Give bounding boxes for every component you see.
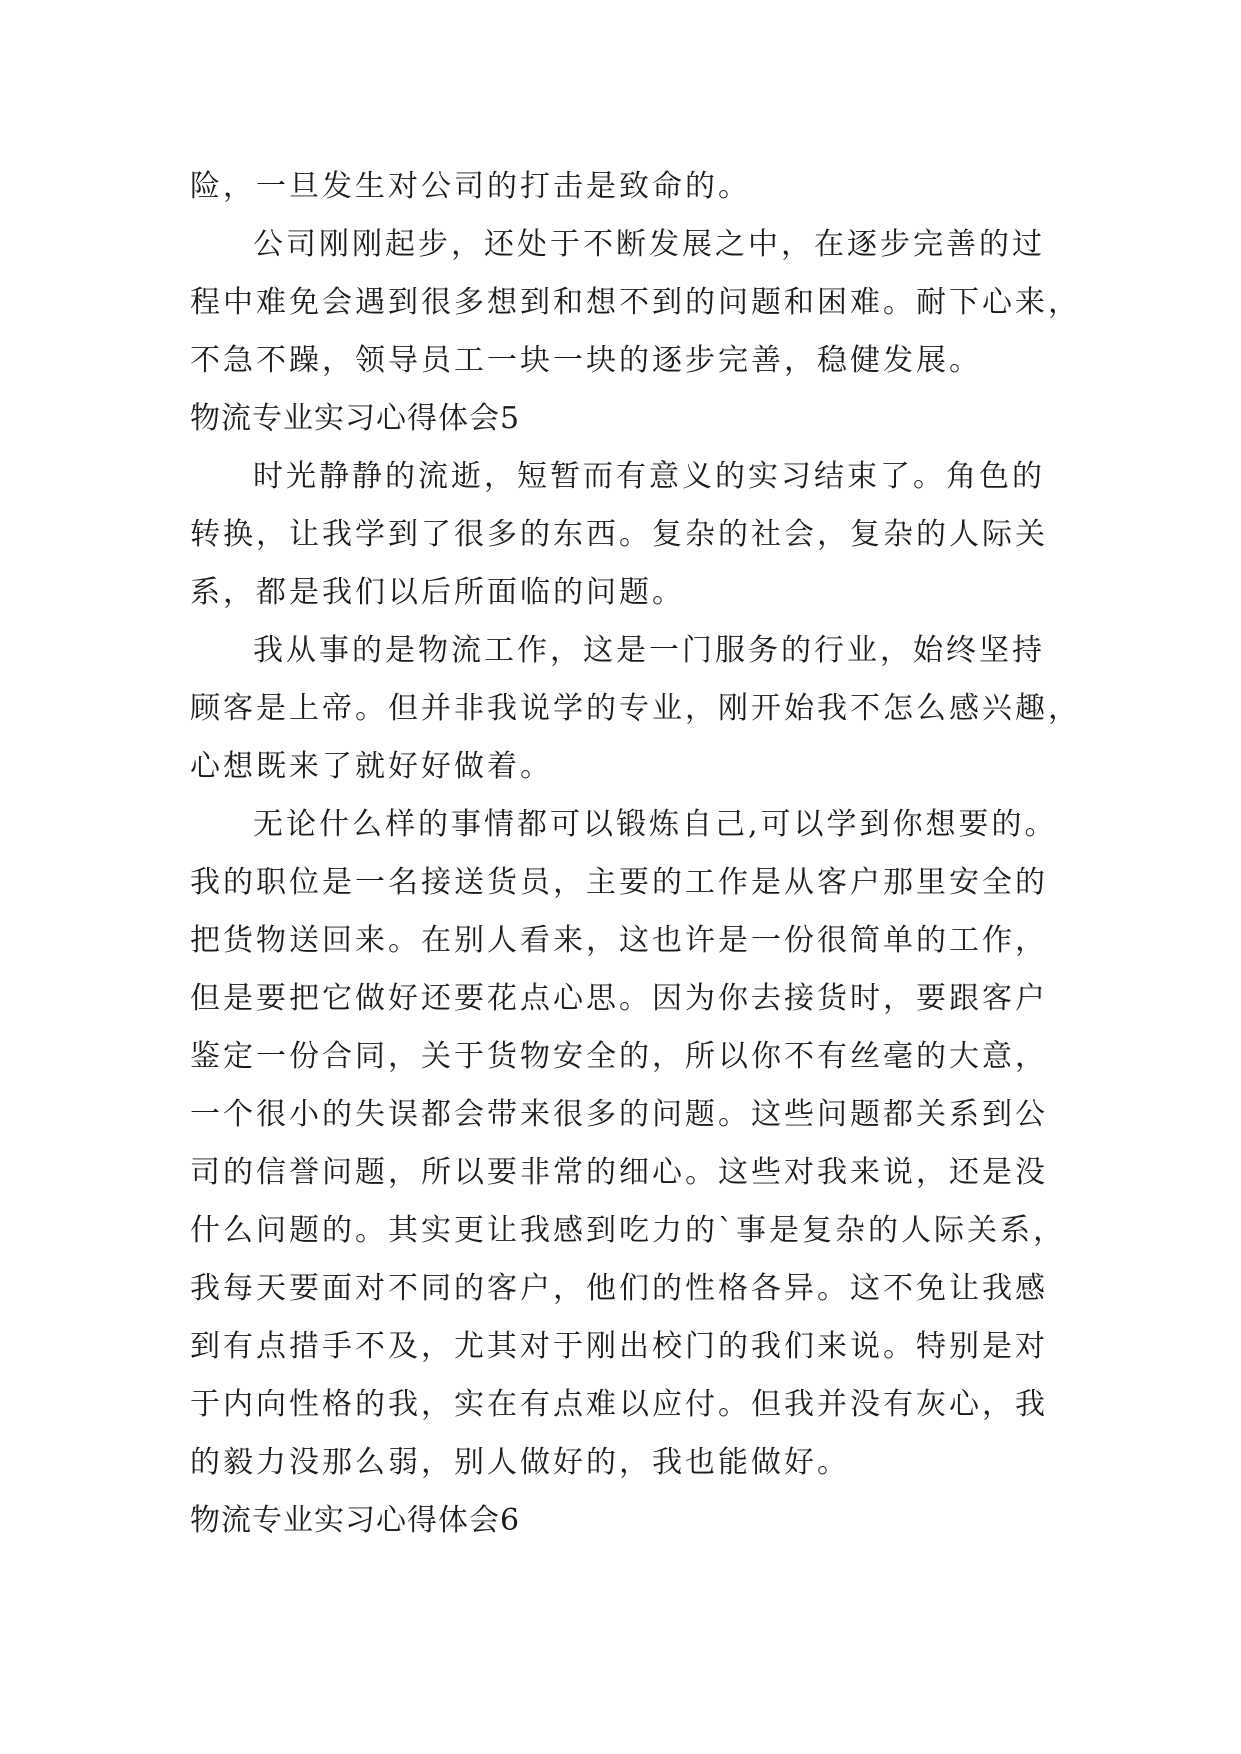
text-line: 时光静静的流逝，短暂而有意义的实习结束了。角色的 — [253, 459, 1045, 494]
text-line: 我从事的是物流工作，这是一门服务的行业，始终坚持 — [253, 633, 1045, 668]
paragraph — [190, 448, 1090, 622]
text-line: 顾客是上帝。但并非我说学的专业，刚开始我不怎么感兴趣， — [190, 691, 1081, 726]
text-line: 无论什么样的事情都可以锻炼自己,可以学到你想要的。 — [253, 807, 1058, 842]
text-line: 心想既来了就好好做着。 — [190, 749, 553, 784]
text-line: 的毅力没那么弱，别人做好的，我也能做好。 — [190, 1445, 850, 1480]
text-line: 公司刚刚起步，还处于不断发展之中，在逐步完善的过 — [253, 227, 1045, 262]
section-heading: 物流专业实习心得体会5 — [190, 401, 521, 436]
text-line: 程中难免会遇到很多想到和想不到的问题和困难。耐下心来， — [190, 285, 1081, 320]
text-line: 于内向性格的我，实在有点难以应付。但我并没有灰心，我 — [190, 1387, 1048, 1422]
text-line: 什么问题的。其实更让我感到吃力的`事是复杂的人际关系， — [190, 1213, 1066, 1248]
text-line: 险，一旦发生对公司的打击是致命的。 — [190, 169, 751, 204]
text-line: 到有点措手不及，尤其对于刚出校门的我们来说。特别是对 — [190, 1329, 1048, 1364]
paragraph-continuation — [190, 158, 1090, 216]
text-line: 一个很小的失误都会带来很多的问题。这些问题都关系到公 — [190, 1097, 1048, 1132]
paragraph — [190, 216, 1090, 390]
document-body — [190, 158, 1090, 1550]
text-line: 转换，让我学到了很多的东西。复杂的社会，复杂的人际关 — [190, 517, 1048, 552]
text-line: 司的信誉问题，所以要非常的细心。这些对我来说，还是没 — [190, 1155, 1048, 1190]
text-line: 系，都是我们以后所面临的问题。 — [190, 575, 685, 610]
text-line: 不急不躁，领导员工一块一块的逐步完善，稳健发展。 — [190, 343, 982, 378]
text-line: 我每天要面对不同的客户，他们的性格各异。这不免让我感 — [190, 1271, 1048, 1306]
paragraph — [190, 796, 1090, 1492]
text-line: 把货物送回来。在别人看来，这也许是一份很简单的工作， — [190, 923, 1048, 958]
text-line: 我的职位是一名接送货员，主要的工作是从客户那里安全的 — [190, 865, 1048, 900]
text-line: 鉴定一份合同，关于货物安全的，所以你不有丝毫的大意， — [190, 1039, 1048, 1074]
text-line: 但是要把它做好还要花点心思。因为你去接货时，要跟客户 — [190, 981, 1048, 1016]
section-heading: 物流专业实习心得体会6 — [190, 1503, 521, 1538]
paragraph — [190, 622, 1090, 796]
